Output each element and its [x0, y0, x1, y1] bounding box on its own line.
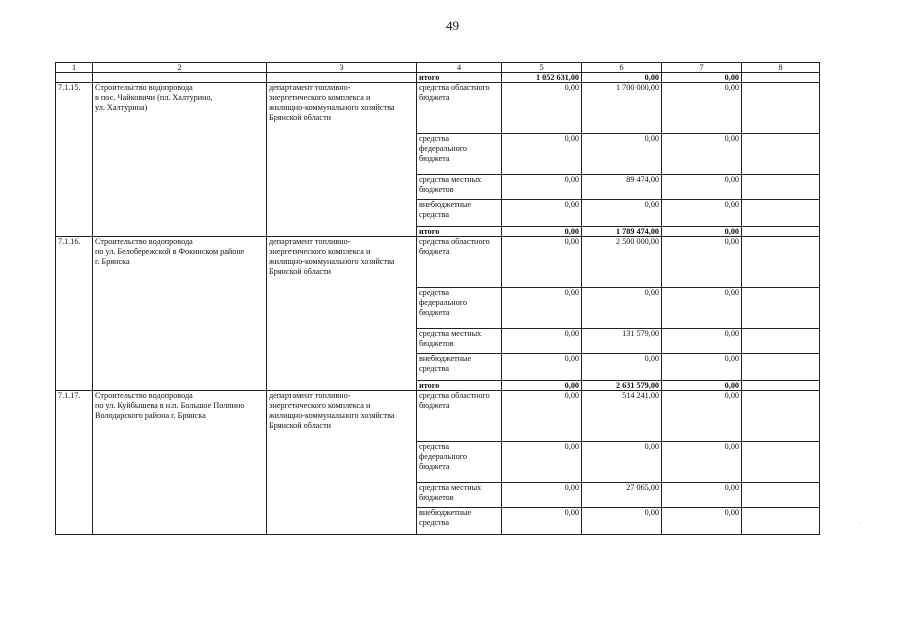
value-col7: 0,00 [662, 442, 742, 483]
value-col5: 0,00 [502, 288, 582, 329]
project-name: Строительство водопровода по ул. Куйбышева в н.п. Большое Полпино Володарского района г. Брянска [93, 391, 267, 535]
value-col6: 0,00 [582, 354, 662, 381]
value-col8 [742, 391, 820, 442]
project-id: 7.1.16. [56, 237, 93, 391]
value-col7: 0,00 [662, 83, 742, 134]
value-col6: 0,00 [582, 288, 662, 329]
value-col7: 0,00 [662, 483, 742, 508]
funding-source: внебюджетные средства [417, 508, 502, 535]
value-col8 [742, 442, 820, 483]
total-label: итого [417, 73, 502, 83]
project-department: департамент топливно- энергетического комплекса и жилищно-коммунального хозяйства Брянской области [267, 83, 417, 237]
value-col8 [742, 83, 820, 134]
total-label: итого [417, 381, 502, 391]
total-col6: 0,00 [582, 73, 662, 83]
empty-cell [56, 73, 93, 83]
funding-source: средства федерального бюджета [417, 288, 502, 329]
value-col5: 0,00 [502, 329, 582, 354]
funding-source: средства местных бюджетов [417, 483, 502, 508]
value-col6: 2 500 000,00 [582, 237, 662, 288]
funding-source: средства областного бюджета [417, 237, 502, 288]
header-cell-8: 8 [742, 63, 820, 73]
project-id: 7.1.15. [56, 83, 93, 237]
value-col5: 0,00 [502, 200, 582, 227]
project-row [56, 83, 820, 134]
funding-source: внебюджетные средства [417, 354, 502, 381]
value-col7: 0,00 [662, 237, 742, 288]
header-cell-6: 6 [582, 63, 662, 73]
value-col8 [742, 329, 820, 354]
value-col7: 0,00 [662, 134, 742, 175]
total-col8 [742, 227, 820, 237]
funding-source: средства местных бюджетов [417, 175, 502, 200]
project-department: департамент топливно- энергетического комплекса и жилищно-коммунального хозяйства Брянской области [267, 237, 417, 391]
value-col5: 0,00 [502, 391, 582, 442]
value-col7: 0,00 [662, 175, 742, 200]
value-col7: 0,00 [662, 391, 742, 442]
value-col5: 0,00 [502, 483, 582, 508]
value-col8 [742, 175, 820, 200]
funding-source: средства областного бюджета [417, 83, 502, 134]
value-col6: 0,00 [582, 200, 662, 227]
total-col7: 0,00 [662, 73, 742, 83]
funding-source: средства областного бюджета [417, 391, 502, 442]
project-id: 7.1.17. [56, 391, 93, 535]
project-department: департамент топливно- энергетического комплекса и жилищно-коммунального хозяйства Брянской области [267, 391, 417, 535]
project-name: Строительство водопровода по ул. Белобережской в Фокинском районе г. Брянска [93, 237, 267, 391]
total-col6: 2 631 579,00 [582, 381, 662, 391]
value-col5: 0,00 [502, 134, 582, 175]
header-cell-2: 2 [93, 63, 267, 73]
funding-source: внебюджетные средства [417, 200, 502, 227]
total-col6: 1 789 474,00 [582, 227, 662, 237]
value-col6: 89 474,00 [582, 175, 662, 200]
value-col8 [742, 288, 820, 329]
scan-mark: · [858, 518, 861, 528]
total-col7: 0,00 [662, 381, 742, 391]
total-col5: 0,00 [502, 227, 582, 237]
value-col8 [742, 237, 820, 288]
top-total-row [56, 73, 820, 83]
value-col7: 0,00 [662, 200, 742, 227]
page-number: 49 [446, 18, 459, 33]
value-col8 [742, 354, 820, 381]
empty-cell [93, 73, 267, 83]
value-col7: 0,00 [662, 288, 742, 329]
value-col8 [742, 483, 820, 508]
value-col7: 0,00 [662, 354, 742, 381]
project-name: Строительство водопровода в пос. Чайковичи (пл. Халтурино, ул. Халтурина) [93, 83, 267, 237]
header-cell-7: 7 [662, 63, 742, 73]
project-row [56, 391, 820, 442]
total-col8 [742, 381, 820, 391]
value-col6: 0,00 [582, 134, 662, 175]
value-col5: 0,00 [502, 354, 582, 381]
funding-source: средства федерального бюджета [417, 442, 502, 483]
project-row [56, 237, 820, 288]
value-col7: 0,00 [662, 329, 742, 354]
value-col5: 0,00 [502, 442, 582, 483]
value-col6: 1 700 000,00 [582, 83, 662, 134]
header-cell-3: 3 [267, 63, 417, 73]
value-col8 [742, 200, 820, 227]
total-col5: 0,00 [502, 381, 582, 391]
value-col5: 0,00 [502, 237, 582, 288]
empty-cell [267, 73, 417, 83]
value-col6: 0,00 [582, 442, 662, 483]
header-cell-4: 4 [417, 63, 502, 73]
total-col7: 0,00 [662, 227, 742, 237]
value-col6: 0,00 [582, 508, 662, 535]
value-col7: 0,00 [662, 508, 742, 535]
header-cell-5: 5 [502, 63, 582, 73]
funding-source: средства местных бюджетов [417, 329, 502, 354]
value-col5: 0,00 [502, 508, 582, 535]
total-label: итого [417, 227, 502, 237]
total-col5: 1 052 631,00 [502, 73, 582, 83]
value-col5: 0,00 [502, 83, 582, 134]
header-row [56, 63, 820, 73]
value-col8 [742, 508, 820, 535]
value-col6: 27 065,00 [582, 483, 662, 508]
empty-cell [742, 73, 820, 83]
value-col5: 0,00 [502, 175, 582, 200]
value-col8 [742, 134, 820, 175]
header-cell-1: 1 [56, 63, 93, 73]
value-col6: 514 241,00 [582, 391, 662, 442]
funding-source: средства федерального бюджета [417, 134, 502, 175]
budget-table [55, 62, 820, 535]
value-col6: 131 579,00 [582, 329, 662, 354]
